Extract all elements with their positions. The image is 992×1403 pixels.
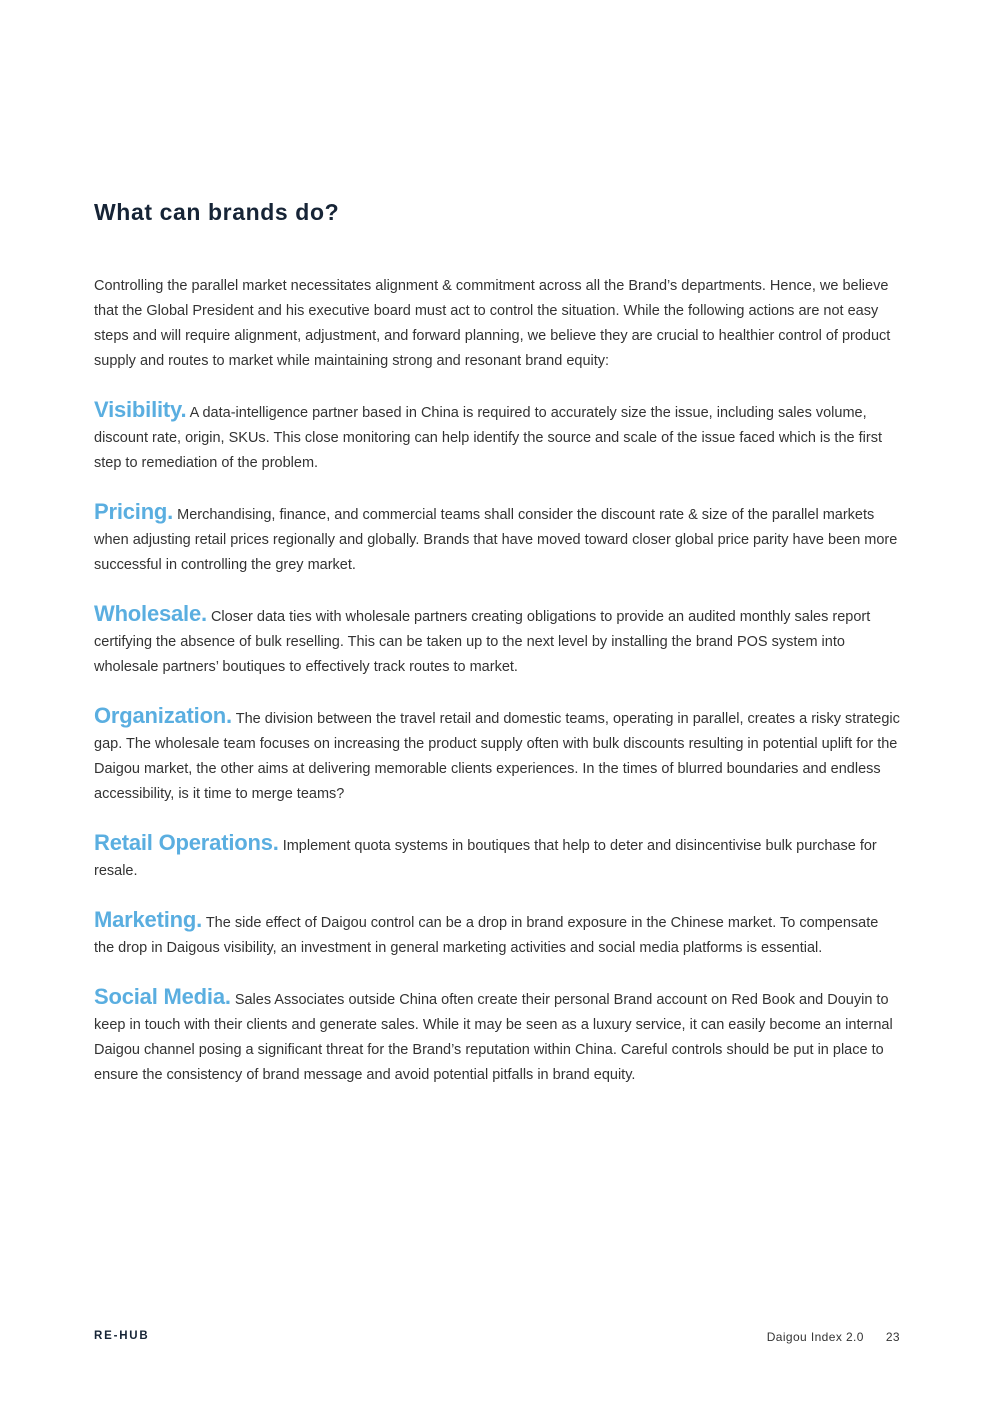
intro-paragraph: Controlling the parallel market necessitates alignment & commitment across all the Brand’s departments. Hence, we believe that the Global President and his executive board must act to control the situation. While the following actions are not easy steps and will require alignment, adjustment, and forward planning, we believe they are crucial to healthier control of product supply and routes to market while maintaining strong and resonant brand equity: <box>94 278 891 369</box>
section-heading: Retail Operations. <box>94 830 279 855</box>
page-number: 23 <box>885 1330 900 1344</box>
section-text: Implement quota systems in boutiques that help to deter and disincentivise bulk purchase for resale. <box>94 838 877 879</box>
footer-document-title: Daigou Index 2.0 <box>766 1330 864 1344</box>
section-heading: Wholesale. <box>94 601 207 626</box>
section-text: Closer data ties with wholesale partners creating obligations to provide an audited monthly sales report certifying the absence of bulk reselling. This can be taken up to the next level by installing the brand POS system into wholesale partners’ boutiques to effectively track routes to market. <box>94 609 871 675</box>
section-retail-operations <box>94 830 900 884</box>
section-visibility <box>94 397 900 476</box>
section-text: Merchandising, finance, and commercial teams shall consider the discount rate & size of the parallel markets when adjusting retail prices regionally and globally. Brands that have moved toward closer global price parity have been more successful in controlling the grey market. <box>94 507 898 573</box>
section-text: Sales Associates outside China often create their personal Brand account on Red Book and Douyin to keep in touch with their clients and generate sales. While it may be seen as a luxury service, it can easily become an internal Daigou channel posing a significant threat for the Brand’s reputation within China. Careful controls should be put in place to ensure the consistency of brand message and avoid potential pitfalls in brand equity. <box>94 992 893 1083</box>
section-heading: Visibility. <box>94 397 187 422</box>
section-social-media <box>94 984 900 1088</box>
section-organization <box>94 703 900 807</box>
page-title: What can brands do? <box>94 199 340 225</box>
document-page <box>94 0 900 1403</box>
section-text: A data-intelligence partner based in China is required to accurately size the issue, including sales volume, discount rate, origin, SKUs. This close monitoring can help identify the source and scale of the issue faced which is the first step to remediation of the problem. <box>94 405 882 471</box>
section-text: The division between the travel retail and domestic teams, operating in parallel, creates a risky strategic gap. The wholesale team focuses on increasing the product supply often with bulk discounts resulting in potential uplift for the Daigou market, the other aims at delivering memorable clients experiences. In the times of blurred boundaries and endless accessibility, is it time to merge teams? <box>94 711 900 802</box>
section-heading: Organization. <box>94 703 232 728</box>
section-heading: Marketing. <box>94 907 203 932</box>
section-heading: Social Media. <box>94 984 231 1009</box>
footer-brand: RE-HUB <box>94 1330 150 1342</box>
footer-meta <box>767 1330 900 1344</box>
section-pricing <box>94 499 900 578</box>
section-heading: Pricing. <box>94 499 174 524</box>
section-text: The side effect of Daigou control can be a drop in brand exposure in the Chinese market. To compensate the drop in Daigous visibility, an investment in general marketing activities and social media platforms is essential. <box>94 915 879 956</box>
section-wholesale <box>94 601 900 680</box>
page-content <box>94 274 900 1111</box>
section-marketing <box>94 907 900 961</box>
